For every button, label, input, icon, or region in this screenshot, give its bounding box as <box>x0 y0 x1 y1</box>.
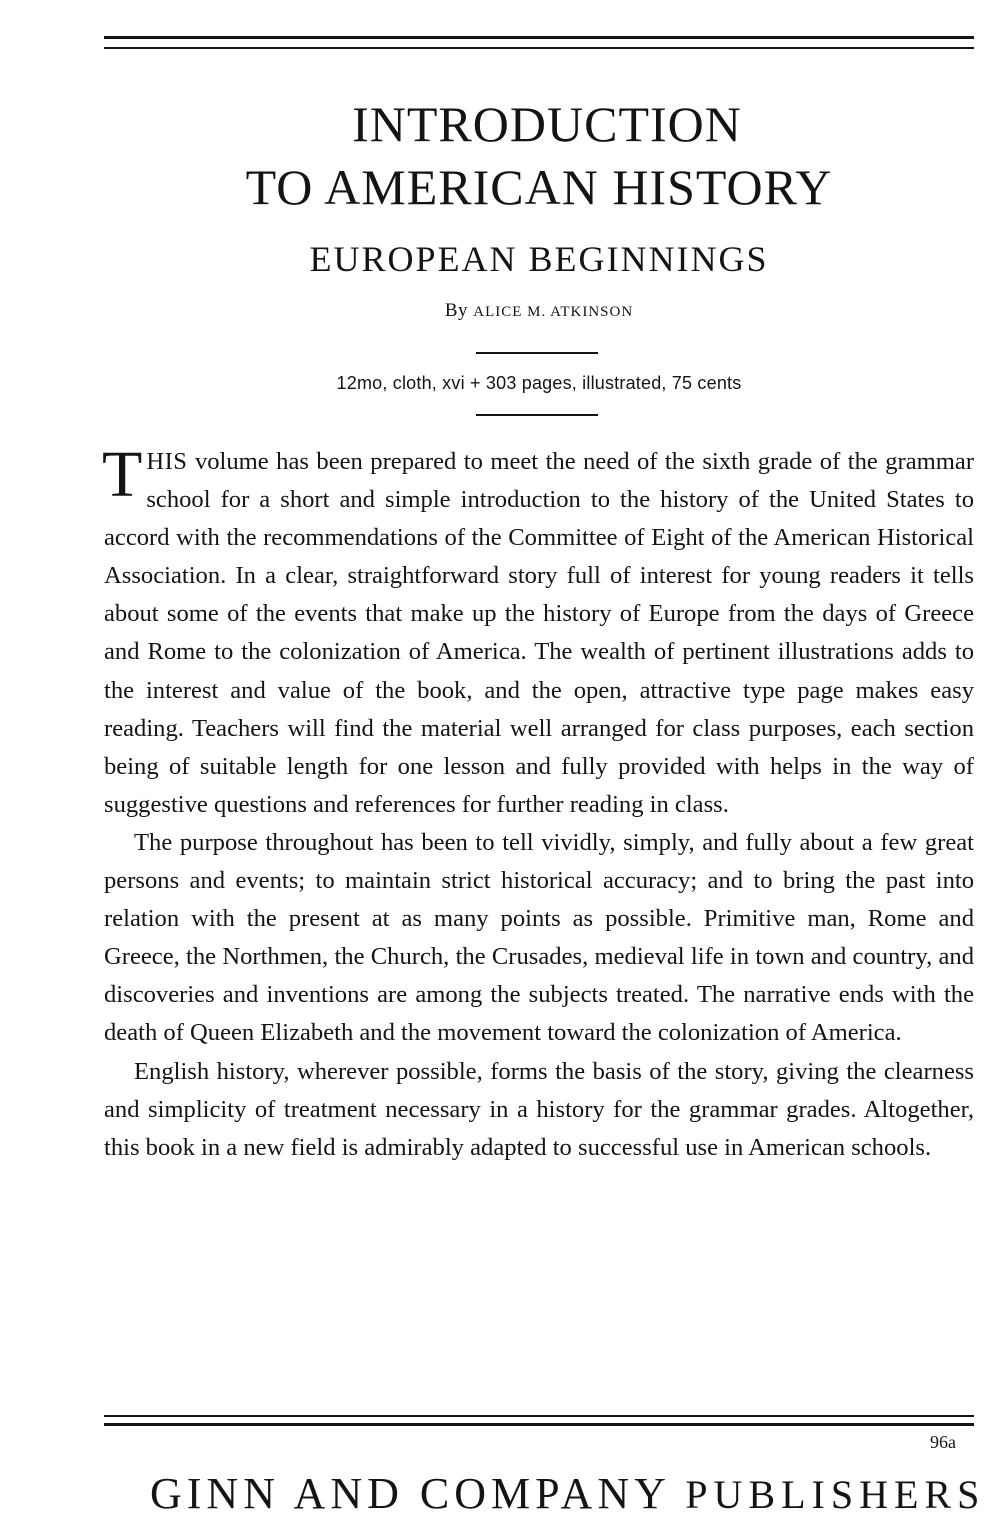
top-rule-thick <box>104 36 974 39</box>
paragraph-3: English history, wherever possible, forms the basis of the story, giving the clearness and simplicity of treatment necessary in a history for the grammar grades. Altogether, this book in a new field is admirably adapted to successful use in American schools. <box>104 1057 974 1161</box>
author-name: ALICE M. ATKINSON <box>473 304 634 320</box>
subtitle: EUROPEAN BEGINNINGS <box>309 239 769 279</box>
author-prefix: By <box>444 300 468 321</box>
paragraph-2: The purpose throughout has been to tell vividly, simply, and fully about a few great persons and events; to maintain strict historical accuracy; and to bring the past into relation with the present at as many points as possible. Primitive man, Rome and Greece, the Northmen, the Church, the Crusades, medieval life in town and country, and discoveries and inventions are among the subjects treated. The narrative ends with the death of Queen Elizabeth and the movement toward the colonization of America. <box>104 828 974 1047</box>
paragraph-1-lead: HIS <box>146 448 188 475</box>
publisher-suffix: PUBLISHERS <box>685 1472 986 1517</box>
description-body <box>102 438 975 1167</box>
title-line-2: TO AMERICAN HISTORY <box>245 159 833 215</box>
drop-cap: T <box>102 438 143 511</box>
publisher-line <box>150 1468 985 1521</box>
publisher-name: GINN AND COMPANY <box>150 1469 670 1518</box>
bottom-rule-thin <box>104 1415 974 1417</box>
paragraph-1-text: volume has been prepared to meet the need of the sixth grade of the grammar school for a short and simple introduction to the history of the United States to accord with the recommendations of the Committee of Eight of the American Historical Association. In a clear, straightforward story full of interest for young readers it tells about some of the events that make up the history of Europe from the days of Greece and Rome to the colonization of America. The wealth of pertinent illustrations adds to the interest and value of the book, and the open, attractive type page makes easy reading. Teachers will find the material well arranged for class purposes, each section being of suitable length for one lesson and fully provided with helps in the way of suggestive questions and references for further reading in class. <box>104 448 975 818</box>
bottom-rule-thick <box>104 1423 974 1426</box>
author-line <box>104 298 974 325</box>
book-specs: 12mo, cloth, xvi + 303 pages, illustrated, 75 cents <box>336 373 742 393</box>
paragraph-1 <box>102 438 975 824</box>
spec-rule-top <box>476 352 598 354</box>
catalog-number: 96a <box>930 1432 956 1452</box>
top-rule-thin <box>104 47 974 49</box>
title-line-1: INTRODUCTION <box>352 96 742 152</box>
spec-rule-bottom <box>476 414 598 416</box>
